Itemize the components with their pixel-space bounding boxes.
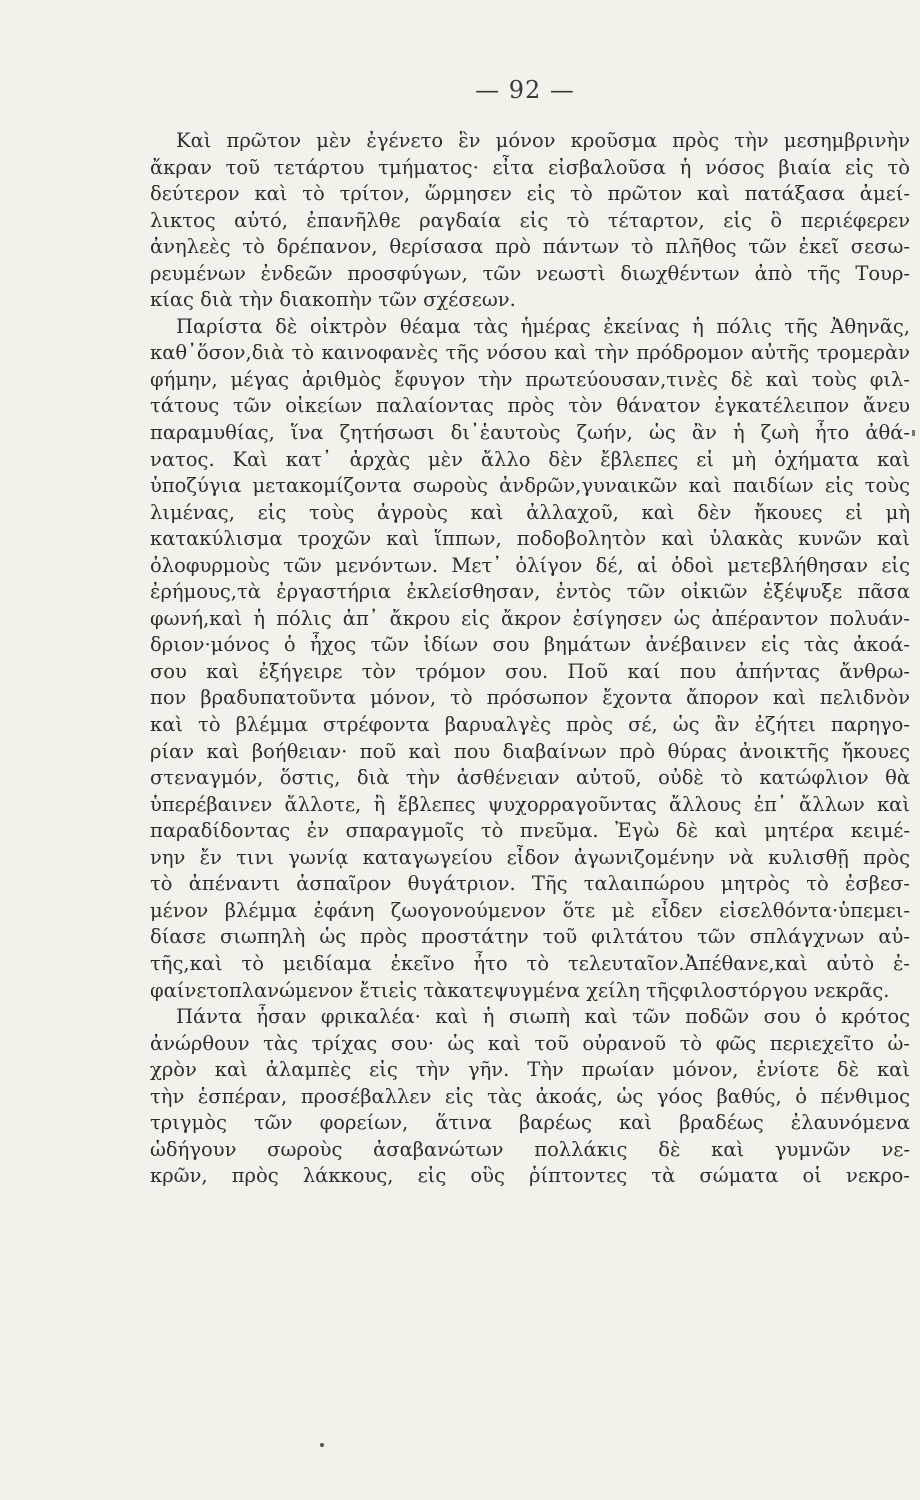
text-line: τάτους τῶν οἰκείων παλαίοντας πρὸς τὸν θάνατον ἐγκατέλειπον ἄνευ	[150, 394, 910, 418]
text-line: Πάντα ἦσαν φρικαλέα· καὶ ἡ σιωπὴ καὶ τῶν ποδῶν σου ὁ κρότος	[176, 1005, 910, 1029]
text-line: φήμην, μέγας ἀριθμὸς ἔφυγον τὴν πρωτεύουσαν,τινὲς δὲ καὶ τοὺς φιλ-	[150, 367, 910, 391]
text-line: τῆς,καὶ τὸ μειδίαμα ἐκεῖνο ἦτο τὸ τελευταῖον.Ἀπέθανε,καὶ αὐτὸ ἐ-	[150, 951, 910, 975]
text-line: Παρίστα δὲ οἰκτρὸν θέαμα τὰς ἡμέρας ἐκείνας ἡ πόλις τῆς Ἀθηνᾶς,	[176, 314, 910, 338]
text-line: ὑπερέβαινεν ἄλλοτε, ἢ ἔβλεπες ψυχορραγοῦντας ἄλλους ἐπ᾽ ἄλλων καὶ	[150, 792, 910, 816]
text-line: λιμένας, εἰς τοὺς ἀγροὺς καὶ ἀλλαχοῦ, καὶ δὲν ἤκουες εἰ μὴ	[150, 500, 910, 524]
text-line: ρευμένων ἐνδεῶν προσφύγων, τῶν νεωστὶ διωχθέντων ἀπὸ τῆς Τουρ-	[150, 261, 910, 285]
text-line: τριγμὸς τῶν φορείων, ἅτινα βαρέως καὶ βραδέως ἐλαυνόμενα	[150, 1111, 910, 1135]
text-line: ρίαν καὶ βοήθειαν· ποῦ καὶ που διαβαίνων πρὸ θύρας ἀνοικτῆς ἤκουες	[150, 739, 910, 763]
text-line: σου καὶ ἐξήγειρε τὸν τρόμον σου. Ποῦ καί που ἀπήντας ἄνθρω-	[150, 659, 910, 683]
text-line: τὴν ἑσπέραν, προσέβαλλεν εἰς τὰς ἀκοάς, ὡς γόος βαθύς, ὁ πένθιμος	[150, 1084, 910, 1108]
text-line: κρῶν, πρὸς λάκκους, εἰς οὓς ῥίπτοντες τὰ σώματα οἱ νεκρο-	[150, 1164, 910, 1188]
margin-mark	[912, 430, 915, 436]
ink-speck	[320, 1443, 324, 1447]
text-line: δεύτερον καὶ τὸ τρίτον, ὥρμησεν εἰς τὸ πρῶτον καὶ πατάξασα ἀμεί-	[150, 182, 910, 206]
text-line: παραδίδοντας ἐν σπαραγμοῖς τὸ πνεῦμα. Ἐγὼ δὲ καὶ μητέρα κειμέ-	[150, 819, 910, 843]
text-line: τὸ ἀπέναντι ἀσπαῖρον θυγάτριον. Τῆς ταλαιπώρου μητρὸς τὸ ἐσβεσ-	[150, 872, 910, 896]
text-line: νατος. Καὶ κατ᾽ ἀρχὰς μὲν ἄλλο δὲν ἔβλεπες εἰ μὴ ὀχήματα καὶ	[150, 447, 910, 471]
text-line: στεναγμόν, ὅστις, διὰ τὴν ἀσθένειαν αὐτοῦ, οὐδὲ τὸ κατώφλιον θὰ	[150, 766, 910, 790]
text-line: καθ᾽ὅσον,διὰ τὸ καινοφανὲς τῆς νόσου καὶ τὴν πρόδρομον αὐτῆς τρομερὰν	[150, 341, 910, 365]
text-line: δίασε σιωπηλὴ ὡς πρὸς προστάτην τοῦ φιλτάτου τῶν σπλάγχνων αὐ-	[150, 925, 910, 949]
text-line: φαίνετοπλανώμενον ἔτιεἰς τὰκατεψυγμένα χείλη τῆςφιλοστόργου νεκρᾶς.	[150, 978, 890, 1002]
text-line: ἄκραν τοῦ τετάρτου τμήματος· εἶτα εἰσβαλοῦσα ἡ νόσος βιαία εἰς τὸ	[150, 155, 910, 179]
text-line: καὶ τὸ βλέμμα στρέφοντα βαρυαλγὲς πρὸς σέ, ὡς ἂν ἐζήτει παρηγο-	[150, 713, 910, 737]
text-line: παραμυθίας, ἵνα ζητήσωσι δι᾽ἑαυτοὺς ζωήν, ὡς ἂν ἡ ζωὴ ἦτο ἀθά-	[150, 421, 910, 445]
text-line: ἀνηλεὲς τὸ δρέπανον, θερίσασα πρὸ πάντων τὸ πλῆθος τῶν ἐκεῖ σεσω-	[150, 235, 910, 259]
text-line: νην ἔν τινι γωνίᾳ καταγωγείου εἶδον ἀγωνιζομένην νὰ κυλισθῇ πρὸς	[150, 845, 910, 869]
text-line: πον βραδυπατοῦντα μόνον, τὸ πρόσωπον ἔχοντα ἄπορον καὶ πελιδνὸν	[150, 686, 910, 710]
text-line: ἀνώρθουν τὰς τρίχας σου· ὡς καὶ τοῦ οὐρανοῦ τὸ φῶς περιεχεῖτο ὠ-	[150, 1031, 910, 1055]
text-line: λικτος αὐτό, ἐπανῆλθε ραγδαία εἰς τὸ τέταρτον, εἰς ὃ περιέφερεν	[150, 208, 910, 232]
text-line: φωνή,καὶ ἡ πόλις ἀπ᾽ ἄκρου εἰς ἄκρον ἐσίγησεν ὡς ἀπέραντον πολυάν-	[150, 606, 910, 630]
text-line: ὑποζύγια μετακομίζοντα σωροὺς ἀνδρῶν,γυναικῶν καὶ παιδίων εἰς τοὺς	[150, 474, 910, 498]
text-line: δριον·μόνος ὁ ἦχος τῶν ἰδίων σου βημάτων ἀνέβαινεν εἰς τὰς ἀκοά-	[150, 633, 910, 657]
body-text	[150, 128, 910, 1190]
text-line: ὀλοφυρμοὺς τῶν μενόντων. Μετ᾽ ὀλίγον δέ, αἱ ὁδοὶ μετεβλήθησαν εἰς	[150, 553, 910, 577]
text-line: χρὸν καὶ ἀλαμπὲς εἰς τὴν γῆν. Τὴν πρωίαν μόνον, ἐνίοτε δὲ καὶ	[150, 1058, 910, 1082]
text-line: κατακύλισμα τροχῶν καὶ ἵππων, ποδοβολητὸν καὶ ὑλακὰς κυνῶν καὶ	[150, 527, 910, 551]
page-number: — 92 —	[475, 76, 575, 104]
text-line: κίας διὰ τὴν διακοπὴν τῶν σχέσεων.	[150, 288, 516, 312]
text-line: ἐρήμους,τὰ ἐργαστήρια ἐκλείσθησαν, ἐντὸς τῶν οἰκιῶν ἐξέψυξε πᾶσα	[150, 580, 910, 604]
text-line: ὡδήγουν σωροὺς ἀσαβανώτων πολλάκις δὲ καὶ γυμνῶν νε-	[150, 1137, 910, 1161]
text-line: μένον βλέμμα ἐφάνη ζωογονούμενον ὅτε μὲ εἶδεν εἰσελθόντα·ὑπεμει-	[150, 898, 910, 922]
text-line: Καὶ πρῶτον μὲν ἐγένετο ἓν μόνον κροῦσμα πρὸς τὴν μεσημβρινὴν	[176, 129, 910, 152]
